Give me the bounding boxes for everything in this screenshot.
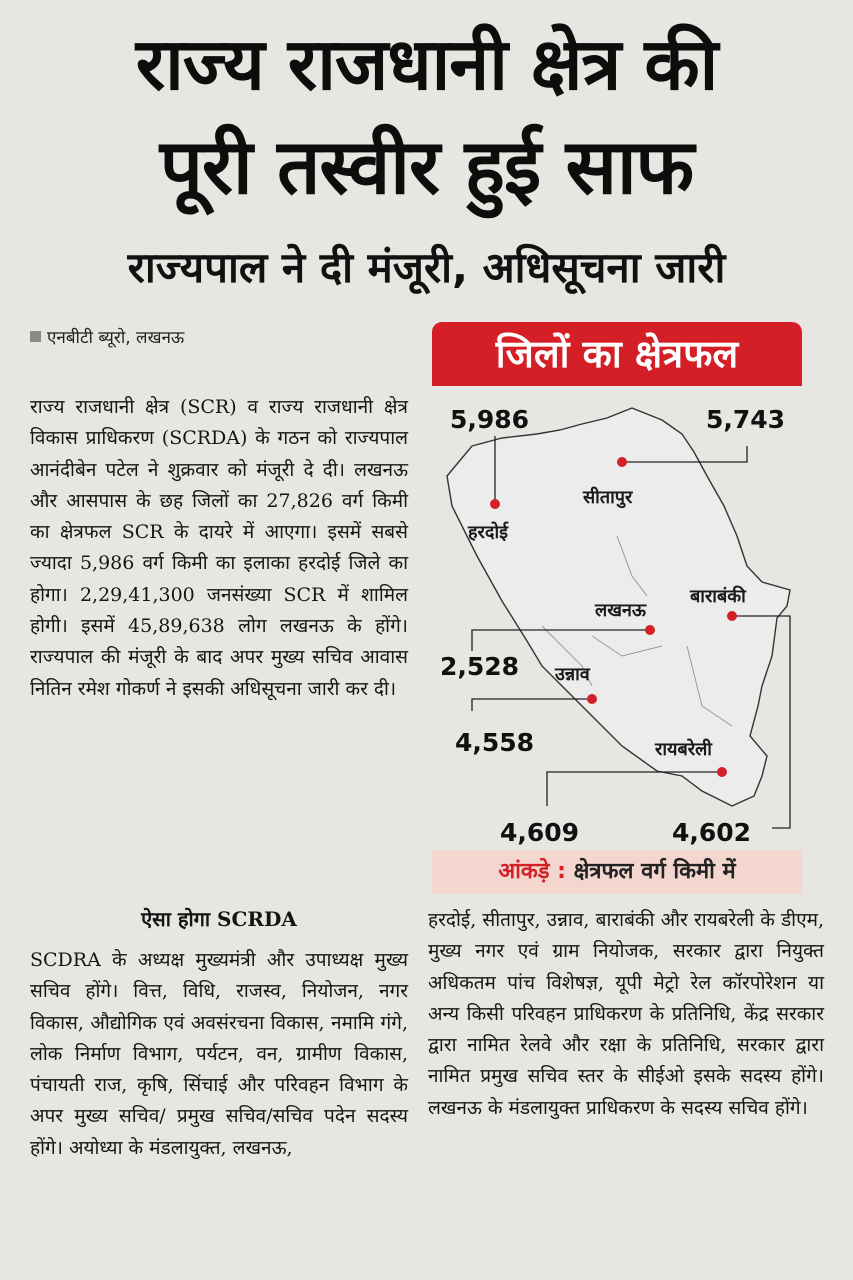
article-intro [30,392,408,705]
infographic-title: जिलों का क्षेत्रफल [432,322,802,386]
infographic-caption [432,850,802,894]
area-label-unnao: 4,558 [455,728,535,757]
district-name-hardoi: हरदोई [468,522,508,543]
caption-value: क्षेत्रफल वर्ग किमी में [573,859,736,884]
subheadline: राज्यपाल ने दी मंजूरी, अधिसूचना जारी [127,243,726,292]
marker-dot-raebareli [717,767,727,777]
bullet-square-icon [30,331,41,342]
section-heading: ऐसा होगा SCRDA [141,907,297,931]
section-right-paragraph: हरदोई, सीतापुर, उन्नाव, बाराबंकी और रायबरेली के डीएम, मुख्य नगर एवं ग्राम नियोजक, सरकार द्वारा नियुक्त अधिकतम पांच विशेषज्ञ, यूपी मेट्रो रेल कॉरपोरेशन या अन्य किसी परिवहन प्राधिकरण के प्रतिनिधि, केंद्र सरकार द्वारा नामित रेलवे और रक्षा के प्रतिनिधि, सरकार द्वारा नामित प्रमुख सचिव स्तर के सीईओ इसके सदस्य होंगे। लखनऊ के मंडलायुक्त प्राधिकरण के सदस्य सचिव होंगे। [428,909,824,1119]
district-name-barabanki: बाराबंकी [690,586,746,607]
district-name-sitapur: सीतापुर [583,487,633,508]
district-name-unnao: उन्नाव [555,664,590,685]
headline-line-1: राज्य राजधानी क्षेत्र की [135,22,718,106]
district-name-raebareli: रायबरेली [655,739,712,760]
headline-line-2: पूरी तस्वीर हुई साफ [159,122,694,211]
article-section-right [428,905,824,1124]
article-section-left [30,945,408,1164]
area-label-hardoi: 5,986 [450,405,530,434]
byline-text: एनबीटी ब्यूरो, लखनऊ [47,328,185,348]
leader-line-unnao [472,699,592,711]
marker-dot-sitapur [617,457,627,467]
byline [30,325,184,348]
marker-dot-lucknow [645,625,655,635]
area-label-lucknow: 2,528 [440,652,520,681]
intro-paragraph: राज्य राजधानी क्षेत्र (SCR) व राज्य राजधानी क्षेत्र विकास प्राधिकरण (SCRDA) के गठन को राज्यपाल आनंदीबेन पटेल ने शुक्रवार को मंजूरी दे दी। लखनऊ और आसपास के छह जिलों का 27,826 वर्ग किमी का क्षेत्रफल SCR के दायरे में आएगा। इसमें सबसे ज्यादा 5,986 वर्ग किमी का इलाका हरदोई जिले का होगा। 2,29,41,300 जनसंख्या SCR में शामिल होगी। इसमें 45,89,638 लोग लखनऊ के होंगे। राज्यपाल की मंजूरी के बाद अपर मुख्य सचिव आवास नितिन रमेश गोकर्ण ने इसकी अधिसूचना जारी कर दी। [30,396,408,700]
marker-dot-barabanki [727,611,737,621]
caption-key: आंकड़े : [498,859,566,884]
area-label-barabanki: 4,602 [672,818,752,847]
area-label-raebareli: 4,609 [500,818,580,847]
section-left-paragraph: SCDRA के अध्यक्ष मुख्यमंत्री और उपाध्यक्ष मुख्य सचिव होंगे। वित्त, विधि, राजस्व, नियोजन, नगर विकास, औद्योगिक एवं अवसंरचना विकास, नमामि गंगे, लोक निर्माण विभाग, पर्यटन, वन, ग्रामीण विकास, पंचायती राज, कृषि, सिंचाई और परिवहन विभाग के अपर मुख्य सचिव/ प्रमुख सचिव/सचिव पदेन सदस्य होंगे। अयोध्या के मंडलायुक्त, लखनऊ, [30,949,408,1159]
district-name-lucknow: लखनऊ [595,600,647,621]
area-label-sitapur: 5,743 [706,405,786,434]
marker-dot-unnao [587,694,597,704]
marker-dot-hardoi [490,499,500,509]
